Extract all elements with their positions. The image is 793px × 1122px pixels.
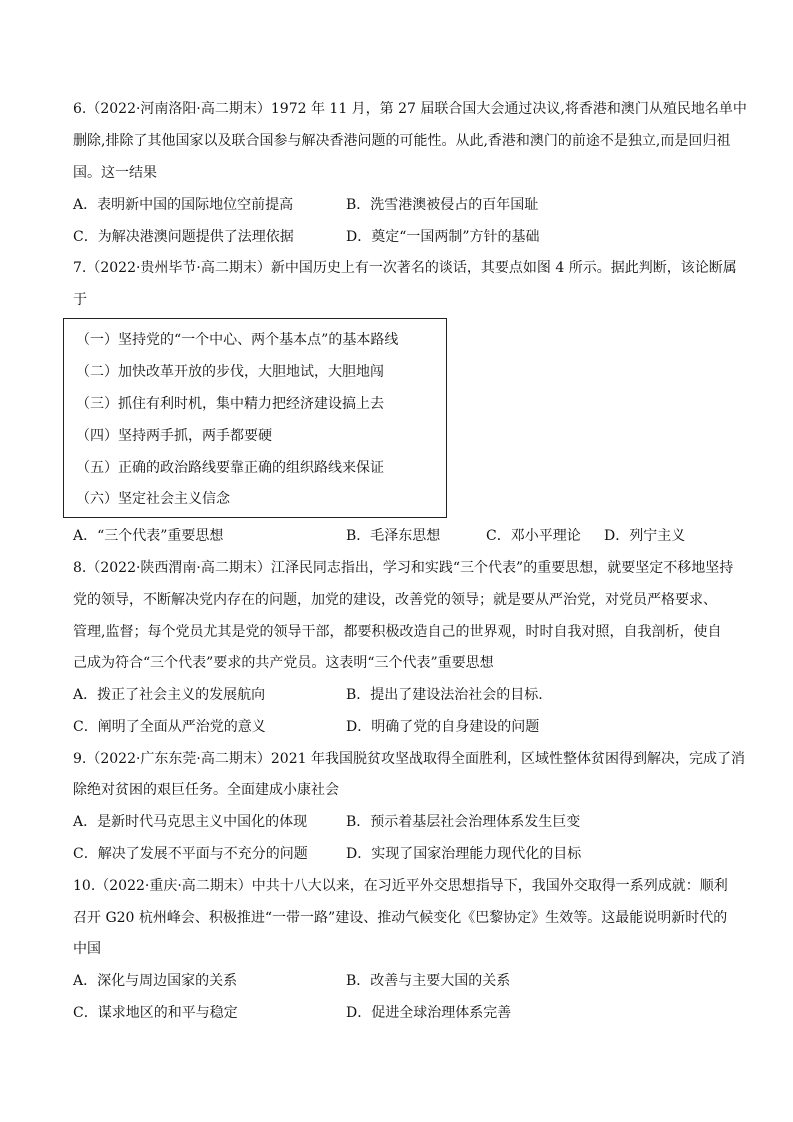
q10-option-a: A．深化与周边国家的关系	[73, 973, 238, 989]
q7-box-item-3: （三）抓住有利时机，集中精力把经济建设搞上去	[76, 396, 384, 412]
q10-option-d: D．促进全球治理体系完善	[346, 1005, 512, 1021]
q9-option-b: B．预示着基层社会治理体系发生巨变	[346, 814, 581, 830]
q7-box-item-4: （四）坚持两手抓，两手都要硬	[76, 428, 272, 444]
q10-stem-line-3: 中国	[73, 941, 101, 957]
q7-option-b: B．毛泽东思想	[346, 528, 441, 544]
q9-option-c: C．解决了发展不平面与不充分的问题	[73, 846, 308, 862]
q8-option-a: A．拨正了社会主义的发展航向	[73, 687, 266, 703]
q6-stem-line-2: 删除,排除了其他国家以及联合国参与解决香港问题的可能性。从此,香港和澳门的前途不是独立,而是回归祖	[73, 133, 731, 149]
q10-option-b: B．改善与主要大国的关系	[346, 973, 511, 989]
q7-figure-box	[63, 318, 447, 518]
q6-option-d: D．奠定“一国两制”方针的基础	[346, 229, 540, 245]
q9-stem-line-2: 除绝对贫困的艰巨任务。全面建成小康社会	[73, 782, 339, 798]
q8-stem-line-1: 8.（2022·陕西渭南·高二期末）江泽民同志指出，学习和实践“三个代表”的重要思想，就要坚定不移地坚持	[73, 560, 734, 576]
q7-box-item-2: （二）加快改革开放的步伐，大胆地试，大胆地闯	[76, 364, 384, 380]
q6-stem-line-3: 国。这一结果	[73, 165, 157, 181]
q6-stem-line-1: 6.（2022·河南洛阳·高二期末）1972 年 11 月，第 27 届联合国大会通过决议,将香港和澳门从殖民地名单中	[73, 101, 747, 117]
q8-stem-line-2: 党的领导，不断解决党内存在的问题，加党的建设，改善党的领导；就是要从严治党，对党员严格要求、	[73, 592, 717, 608]
q10-option-c: C．谋求地区的和平与稳定	[73, 1005, 238, 1021]
q6-option-c: C．为解决港澳问题提供了法理依据	[73, 229, 294, 245]
q8-stem-line-4: 己成为符合“三个代表”要求的共产党员。这表明“三个代表”重要思想	[73, 655, 494, 671]
q7-box-item-1: （一）坚持党的“一个中心、两个基本点”的基本路线	[76, 332, 399, 348]
q6-option-a: A．表明新中国的国际地位空前提高	[73, 197, 294, 213]
q7-box-item-6: （六）坚定社会主义信念	[76, 491, 230, 507]
q10-stem-line-1: 10.（2022·重庆·高二期末）中共十八大以来，在习近平外交思想指导下，我国外交取得一系列成就：顺利	[73, 878, 728, 894]
q10-stem-line-2: 召开 G20 杭州峰会、积极推进“一带一路”建设、推动气候变化《巴黎协定》生效等。这最能说明新时代的	[73, 910, 728, 926]
q8-option-c: C．阐明了全面从严治党的意义	[73, 719, 266, 735]
q7-stem-line-1: 7.（2022·贵州毕节·高二期末）新中国历史上有一次著名的谈话，其要点如图 4 所示。据此判断，该论断属	[73, 260, 737, 276]
q7-option-a: A．“三个代表”重要思想	[73, 528, 224, 544]
q9-option-d: D．实现了国家治理能力现代化的目标	[346, 846, 582, 862]
q7-option-d: D．列宁主义	[604, 528, 686, 544]
q7-stem-line-2: 于	[73, 292, 87, 308]
q8-stem-line-3: 管理,监督；每个党员尤其是党的领导干部，都要积极改造自己的世界观，时时自我对照，自我剖析，使自	[73, 624, 722, 640]
q9-option-a: A．是新时代马克思主义中国化的体现	[73, 814, 308, 830]
q8-option-d: D．明确了党的自身建设的问题	[346, 719, 540, 735]
q8-option-b: B．提出了建设法治社会的目标.	[346, 687, 543, 703]
q6-option-b: B．洗雪港澳被侵占的百年国耻	[346, 197, 539, 213]
q9-stem-line-1: 9.（2022·广东东莞·高二期末）2021 年我国脱贫攻坚战取得全面胜利，区域性整体贫困得到解决，完成了消	[73, 751, 745, 767]
q7-option-c: C．邓小平理论	[486, 528, 581, 544]
q7-box-item-5: （五）正确的政治路线要靠正确的组织路线来保证	[76, 460, 384, 476]
